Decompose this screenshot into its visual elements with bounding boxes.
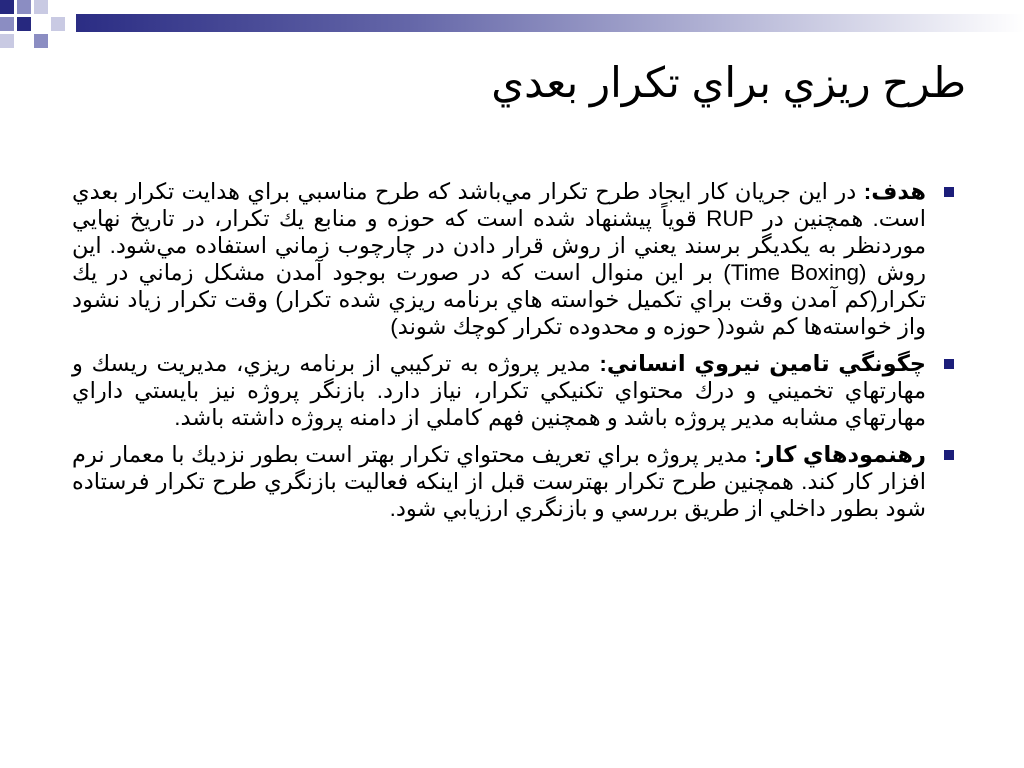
header-decoration [0,0,1024,54]
decor-square [0,34,14,48]
bullet-label: چگونگي تامين نيروي انساني: [599,351,926,376]
bullet-list [72,178,960,532]
square-bullet-icon [944,450,954,460]
bullet-label: رهنمودهاي كار: [754,442,926,467]
decor-square [0,0,14,14]
gradient-bar [76,14,1024,32]
bullet-goal [72,178,960,340]
bullet-guidelines [72,441,960,522]
slide-title: طرح ريزي براي تكرار بعدي [491,59,966,106]
decor-square [34,34,48,48]
decor-square [17,0,31,14]
bullet-staffing [72,350,960,431]
decor-square [0,17,14,31]
bullet-text: مدير پروژه براي تعريف محتواي تكرار بهتر است بطور نزديك با معمار نرم افزار كار كند. همچنين طرح تكرار بهترست قبل از اينكه فعاليت بازنگري طرح تكرار فرستاده شود بطور داخلي از طريق بررسي و بازنگري ارزيابي شود. [72,442,927,521]
bullet-label: هدف: [863,179,926,204]
decor-square [51,17,65,31]
decor-square [34,0,48,14]
decor-square [17,17,31,31]
bullet-text: مدير پروژه به تركيبي از برنامه ريزي، مديريت ريسك و مهارتهاي تخميني و درك محتواي تكنيكي تكرار، نياز دارد. بازنگر پروژه نيز بايستي داراي مهارتهاي مشابه مدير پروژه باشد و همچنين فهم كاملي از دامنه پروژه داشته باشد. [72,351,926,430]
square-bullet-icon [944,359,954,369]
bullet-text: در اين جريان كار ايجاد طرح تكرار مي‌باشد كه طرح مناسبي براي هدايت تكرار بعدي است. همچنين در RUP قوياً پيشنهاد شده است كه حوزه و منابع يك تكرار، در تاريخ نهايي موردنظر به يكديگر برسند يعني از روش قرار دادن در چارچوب زماني استفاده مي‌شود. اين روش (Time Boxing) بر اين منوال است كه در صورت بوجود آمدن مشكل زماني در يك تكرار(كم آمدن وقت براي تكميل خواسته هاي برنامه ريزي شده تكرار) وقت تكرار زياد نشود واز خواسته‌ها كم شود( حوزه و محدوده تكرار كوچك شوند) [72,179,926,339]
square-bullet-icon [944,187,954,197]
